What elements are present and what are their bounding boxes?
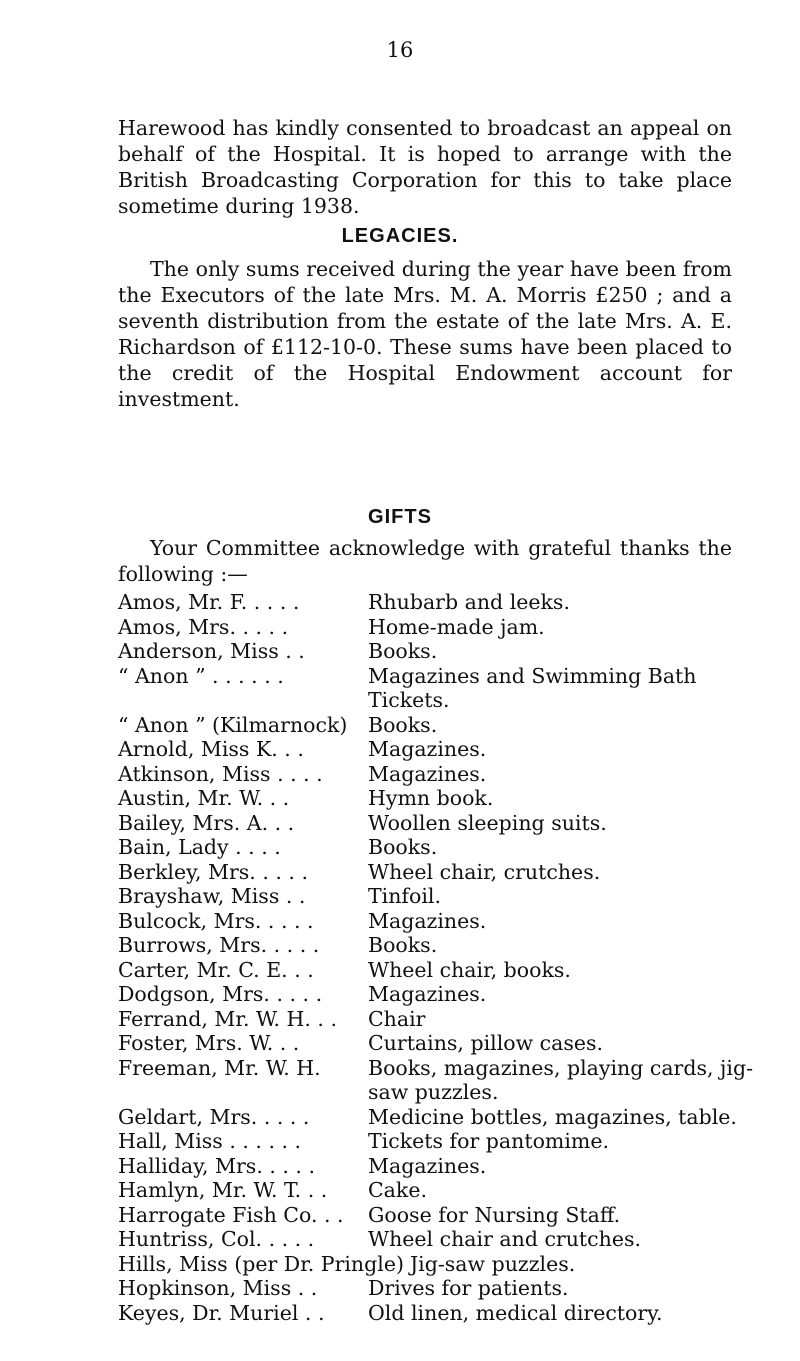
gift-entry (118, 982, 758, 1007)
gift-description: Wheel chair, crutches. (368, 859, 601, 884)
legacies-paragraph: The only sums received during the year have been from the Executors of the late Mrs. M. A. Morris £250 ; and a seventh distribution from the estate of the late Mrs. A. E. Richardson of £112-10-0. These sums have been placed to the credit of the Hospital Endowment account for investment. (118, 257, 732, 411)
donor-name: Ferrand, Mr. W. H. . . (118, 1006, 337, 1031)
gift-description: Wheel chair, books. (368, 957, 571, 982)
donor-name: “ Anon ” . . . . . . (118, 663, 284, 688)
donor-name: Arnold, Miss K. . . (118, 737, 304, 761)
gift-description: Home-made jam. (368, 614, 545, 639)
donor-name: Amos, Mrs. . . . . (118, 614, 289, 639)
gift-entry (118, 713, 758, 738)
donor-name: Berkley, Mrs. . . . . (118, 859, 308, 884)
gift-list (118, 590, 758, 1325)
donor-name: Hamlyn, Mr. W. T. . . (118, 1178, 328, 1202)
gift-entry (118, 1056, 758, 1105)
donor-name: Bulcock, Mrs. . . . . (118, 908, 314, 933)
gift-description: Rhubarb and leeks. (368, 590, 570, 614)
gift-entry (118, 1007, 758, 1032)
gift-description: Magazines and Swimming Bath Tickets. (368, 663, 697, 712)
page-number: 16 (386, 38, 414, 62)
opening-paragraph: Harewood has kindly consented to broadcast an appeal on behalf of the Hospital. It is hoped to arrange with the British Broadcasting Corporation for this to take place sometime during 1938. (118, 116, 732, 218)
gift-entry (118, 909, 758, 934)
donor-name: “ Anon ” (Kilmarnock) (118, 712, 348, 737)
gift-description: Magazines. (368, 761, 487, 786)
donor-name: Geldart, Mrs. . . . . (118, 1104, 310, 1129)
donor-name: Dodgson, Mrs. . . . . (118, 982, 323, 1006)
gift-description: Medicine bottles, magazines, table. (368, 1104, 737, 1129)
donor-name: Keyes, Dr. Muriel . . (118, 1300, 325, 1325)
gift-description: Books. (368, 835, 438, 859)
donor-name: Hall, Miss . . . . . . (118, 1129, 302, 1153)
gift-entry (118, 1203, 758, 1228)
gift-entry (118, 1105, 758, 1130)
gift-description: Magazines. (368, 908, 487, 933)
gift-description: Cake. (368, 1178, 427, 1202)
gift-entry (118, 1031, 758, 1056)
gifts-heading: GIFTS (368, 506, 432, 528)
donor-name: Burrows, Mrs. . . . . (118, 933, 320, 957)
gift-entry (118, 860, 758, 885)
donor-name: Freeman, Mr. W. H. (118, 1055, 321, 1080)
gift-entry (118, 1129, 758, 1154)
gift-entry (118, 639, 758, 664)
gift-entry (118, 1276, 758, 1301)
donor-name: Foster, Mrs. W. . . (118, 1031, 300, 1055)
gift-description: Tickets for pantomime. (368, 1129, 609, 1153)
gifts-intro: Your Committee acknowledge with grateful thanks the following :— (118, 536, 732, 586)
gift-entry (118, 786, 758, 811)
gift-description: Magazines. (368, 1153, 487, 1178)
gift-entry (118, 1154, 758, 1179)
gift-description: Books, magazines, playing cards, jig-saw puzzles. (368, 1055, 753, 1104)
gift-description: Drives for patients. (368, 1276, 569, 1300)
donor-name: Austin, Mr. W. . . (118, 786, 290, 810)
gift-description: Tinfoil. (368, 884, 441, 908)
gift-entry (118, 664, 758, 713)
donor-name: Huntriss, Col. . . . . (118, 1227, 315, 1251)
donor-name: Atkinson, Miss . . . . (118, 761, 323, 786)
gift-description: Magazines. (368, 737, 487, 761)
gift-description: Books. (368, 639, 438, 663)
gift-description: Chair (368, 1006, 426, 1031)
gift-entry (118, 811, 758, 836)
gift-entry (118, 958, 758, 983)
gift-entry (118, 737, 758, 762)
gift-description: Wheel chair and crutches. (368, 1227, 642, 1251)
donor-name: Halliday, Mrs. . . . . (118, 1153, 315, 1178)
gift-description: Books. (368, 933, 438, 957)
donor-name: Harrogate Fish Co. . . (118, 1202, 344, 1227)
gift-description: Woollen sleeping suits. (368, 810, 607, 835)
gift-description: Jig-saw puzzles. (409, 1251, 576, 1276)
donor-name: Bain, Lady . . . . (118, 835, 281, 859)
gift-description: Curtains, pillow cases. (368, 1031, 604, 1055)
gift-entry (118, 590, 758, 615)
gift-description: Old linen, medical directory. (368, 1300, 663, 1325)
donor-name: Brayshaw, Miss . . (118, 884, 306, 908)
gift-entry (118, 884, 758, 909)
gift-entry (118, 1301, 758, 1326)
donor-name: Carter, Mr. C. E. . . (118, 957, 314, 982)
gift-entry (118, 615, 758, 640)
donor-name: Anderson, Miss . . (118, 639, 305, 663)
gift-entry (118, 933, 758, 958)
donor-name: Amos, Mr. F. . . . . (118, 590, 300, 614)
gift-description: Goose for Nursing Staff. (368, 1202, 621, 1227)
donor-name: Hills, Miss (per Dr. Pringle) (118, 1251, 404, 1276)
gift-entry (118, 835, 758, 860)
donor-name: Bailey, Mrs. A. . . (118, 810, 295, 835)
donor-name: Hopkinson, Miss . . (118, 1276, 318, 1300)
gift-entry (118, 1227, 758, 1252)
gift-entry (118, 1178, 758, 1203)
gift-description: Hymn book. (368, 786, 494, 810)
gift-description: Books. (368, 712, 438, 737)
gift-entry (118, 1252, 758, 1277)
gift-description: Magazines. (368, 982, 487, 1006)
legacies-heading: LEGACIES. (341, 225, 459, 247)
gift-entry (118, 762, 758, 787)
